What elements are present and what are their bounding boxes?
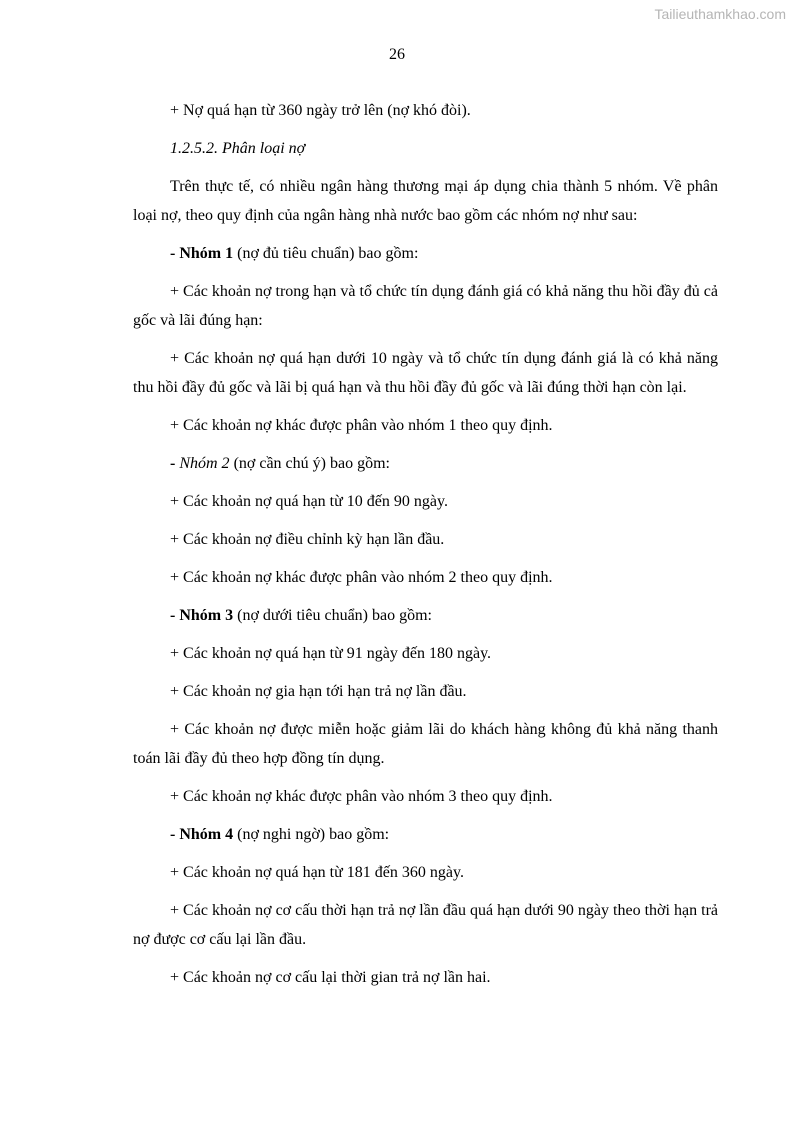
list-item: + Các khoản nợ cơ cấu lại thời gian trả nợ lần hai. <box>170 969 491 986</box>
group-2-description: (nợ cần chú ý) bao gồm: <box>229 455 390 472</box>
group-2-dash: - <box>170 455 180 472</box>
paragraph: + Nợ quá hạn từ 360 ngày trở lên (nợ khó đòi). <box>170 102 471 119</box>
list-item: + Các khoản nợ trong hạn và tổ chức tín dụng đánh giá có khả năng thu hồi đầy đủ cả gốc và lãi đúng hạn: <box>133 283 718 329</box>
group-3-label: - Nhóm 3 <box>170 607 234 624</box>
list-item: + Các khoản nợ gia hạn tới hạn trả nợ lần đầu. <box>170 683 467 700</box>
list-item: + Các khoản nợ khác được phân vào nhóm 2 theo quy định. <box>170 569 553 586</box>
list-item: + Các khoản nợ khác được phân vào nhóm 1 theo quy định. <box>170 417 553 434</box>
document-body <box>133 96 718 1001</box>
group-1-heading <box>133 239 718 268</box>
page-number: 26 <box>389 46 405 63</box>
group-2-heading <box>133 449 718 478</box>
group-2-label: Nhóm 2 <box>179 455 230 472</box>
group-4-heading <box>133 820 718 849</box>
list-item: + Các khoản nợ khác được phân vào nhóm 3 theo quy định. <box>170 788 553 805</box>
group-1-description: (nợ đủ tiêu chuẩn) bao gồm: <box>233 245 419 262</box>
list-item: + Các khoản nợ quá hạn từ 10 đến 90 ngày. <box>170 493 448 510</box>
list-item: + Các khoản nợ điều chỉnh kỳ hạn lần đầu. <box>170 531 445 548</box>
section-heading: 1.2.5.2. Phân loại nợ <box>170 140 306 157</box>
list-item: + Các khoản nợ cơ cấu thời hạn trả nợ lần đầu quá hạn dưới 90 ngày theo thời hạn trả nợ được cơ cấu lại lần đầu. <box>133 902 718 948</box>
group-1-label: - Nhóm 1 <box>170 245 234 262</box>
list-item: + Các khoản nợ quá hạn từ 91 ngày đến 180 ngày. <box>170 645 492 662</box>
list-item: + Các khoản nợ quá hạn từ 181 đến 360 ngày. <box>170 864 464 881</box>
group-3-heading <box>133 601 718 630</box>
paragraph: Trên thực tế, có nhiều ngân hàng thương mại áp dụng chia thành 5 nhóm. Về phân loại nợ, theo quy định của ngân hàng nhà nước bao gồm các nhóm nợ như sau: <box>133 178 718 224</box>
watermark-text: Tailieuthamkhao.com <box>654 6 786 22</box>
group-3-description: (nợ dưới tiêu chuẩn) bao gồm: <box>233 607 432 624</box>
list-item: + Các khoản nợ được miễn hoặc giảm lãi do khách hàng không đủ khả năng thanh toán lãi đầy đủ theo hợp đồng tín dụng. <box>133 721 718 767</box>
group-4-description: (nợ nghi ngờ) bao gồm: <box>233 826 390 843</box>
group-4-label: - Nhóm 4 <box>170 826 234 843</box>
list-item: + Các khoản nợ quá hạn dưới 10 ngày và tổ chức tín dụng đánh giá là có khả năng thu hồi đầy đủ gốc và lãi bị quá hạn và thu hồi đầy đủ gốc và lãi đúng thời hạn còn lại. <box>133 350 718 396</box>
